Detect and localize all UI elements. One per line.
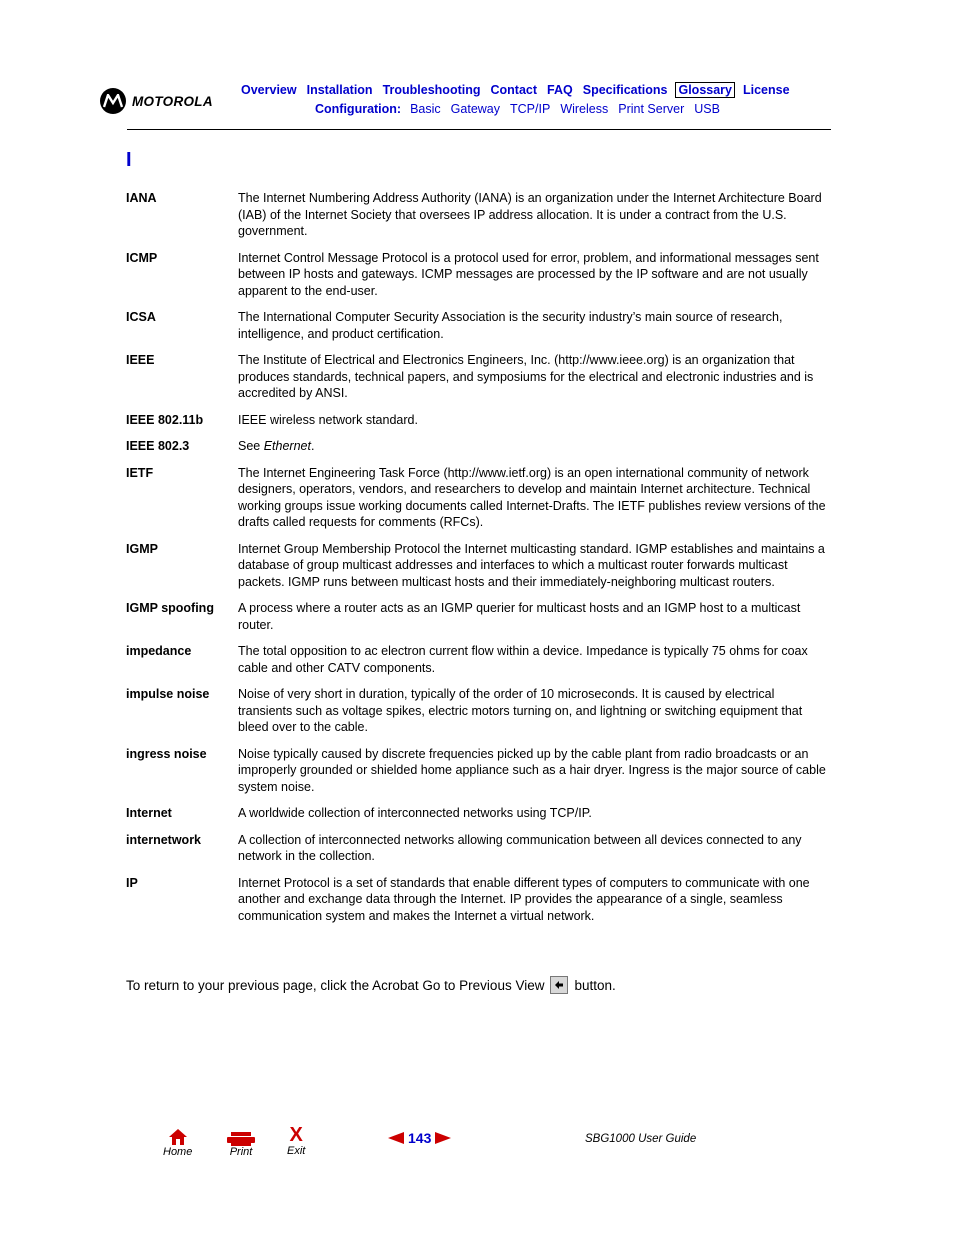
- glossary-term: ICSA: [126, 310, 156, 324]
- motorola-logo-icon: [100, 88, 126, 114]
- glossary-definition: Noise typically caused by discrete frequencies picked up by the cable plant from radio broadcasts or an improperly grounded or shielded home appliance such as a hair dryer. Ingress is the major source of cable system noise.: [238, 746, 826, 794]
- glossary-definition: [238, 438, 832, 455]
- exit-label: Exit: [287, 1145, 306, 1157]
- config-link-tcp-ip[interactable]: TCP/IP: [510, 101, 551, 116]
- next-page-icon[interactable]: [435, 1132, 451, 1144]
- config-link-wireless[interactable]: Wireless: [560, 101, 609, 116]
- glossary-definition: Internet Group Membership Protocol the Internet multicasting standard. IGMP establishes and maintains a database of group multicast addresses and interfaces to which a multicast router forwards multicast packets. IGMP runs between multicast hosts and their immediately-neighboring multicast routers.: [238, 541, 825, 589]
- glossary-entry: [126, 190, 832, 240]
- glossary-term: IGMP spoofing: [126, 601, 214, 615]
- glossary-definition: The total opposition to ac electron current flow within a device. Impedance is typically 75 ohms for coax cable and other CATV components.: [238, 644, 808, 675]
- glossary-term: Internet: [126, 806, 172, 820]
- glossary-entry: [126, 643, 832, 676]
- nav-link-contact[interactable]: Contact: [490, 82, 538, 97]
- nav-link-faq[interactable]: FAQ: [547, 82, 573, 97]
- glossary-term: IEEE 802.11b: [126, 412, 204, 427]
- glossary-entry: [126, 686, 832, 736]
- home-icon: [168, 1128, 188, 1146]
- configuration-label: Configuration:: [315, 101, 402, 116]
- nav-link-overview[interactable]: Overview: [241, 82, 297, 97]
- return-instruction: [126, 976, 616, 994]
- definition-text: See: [238, 439, 264, 453]
- glossary-entry: [126, 352, 832, 402]
- glossary-entry: [126, 250, 832, 300]
- glossary-definition: A process where a router acts as an IGMP querier for multicast hosts and an IGMP host to a multicast router.: [238, 601, 801, 632]
- print-label: Print: [229, 1146, 253, 1158]
- top-navigation: [236, 80, 836, 118]
- glossary-term: IEEE: [126, 353, 155, 367]
- printer-icon: [227, 1132, 255, 1146]
- glossary-term: ICMP: [126, 250, 158, 265]
- glossary-definition: Internet Protocol is a set of standards that enable different types of computers to communicate with one another and exchange data through the Internet. IP provides the appearance of a single, seamless communication system and makes the Internet a virtual network.: [238, 875, 810, 923]
- glossary-list: [126, 190, 832, 934]
- glossary-entry: [126, 875, 832, 925]
- glossary-entry: [126, 438, 832, 455]
- glossary-entry: [126, 465, 832, 531]
- glossary-entry: [126, 309, 832, 342]
- glossary-term: ingress noise: [126, 746, 207, 761]
- page-number: 143: [408, 1130, 432, 1146]
- brand-name: MOTOROLA: [132, 93, 213, 109]
- glossary-definition: Noise of very short in duration, typically of the order of 10 microseconds. It is caused by electrical transients such as voltage spikes, electric motors turning on, and lightning or switching equipment that bleed over to the cable.: [238, 687, 803, 734]
- config-link-gateway[interactable]: Gateway: [450, 101, 501, 116]
- guide-title: SBG1000 User Guide: [585, 1133, 697, 1145]
- glossary-definition: The International Computer Security Association is the security industry’s main source of research, intelligence, and product certification.: [238, 310, 783, 341]
- glossary-term: IP: [126, 875, 138, 890]
- nav-link-license[interactable]: License: [743, 82, 790, 97]
- config-link-print-server[interactable]: Print Server: [618, 101, 685, 116]
- glossary-entry: [126, 541, 832, 591]
- glossary-term: IETF: [126, 465, 154, 480]
- glossary-term: IANA: [126, 191, 157, 205]
- glossary-term: IEEE 802.3: [126, 439, 190, 453]
- config-link-basic[interactable]: Basic: [410, 101, 441, 116]
- nav-link-installation[interactable]: Installation: [306, 82, 373, 97]
- glossary-term: impedance: [126, 644, 192, 658]
- home-label: Home: [163, 1146, 193, 1158]
- glossary-entry: [126, 832, 832, 865]
- definition-reference-link[interactable]: Ethernet: [263, 439, 311, 453]
- glossary-definition: The Internet Engineering Task Force (http://www.ietf.org) is an open international community of network designers, operators, vendors, and researchers to develop and maintain Internet architecture. Technical working groups issue working documents called Internet-Drafts. The IETF publishes review versions of the drafts called requests for comments (RFCs).: [238, 465, 826, 529]
- home-button[interactable]: [163, 1128, 192, 1158]
- config-link-usb[interactable]: USB: [694, 101, 720, 116]
- main-nav-row: [236, 80, 836, 99]
- glossary-term: impulse noise: [126, 687, 210, 701]
- exit-button[interactable]: [287, 1125, 305, 1157]
- section-letter: I: [126, 149, 132, 171]
- glossary-definition: Internet Control Message Protocol is a protocol used for error, problem, and informational messages sent between IP hosts and gateways. ICMP messages are processed by the IP software and are not usually apparent to the end-user.: [238, 250, 819, 298]
- glossary-entry: [126, 746, 832, 796]
- glossary-definition: A worldwide collection of interconnected networks using TCP/IP.: [238, 806, 592, 820]
- header-divider: [127, 129, 831, 130]
- return-instruction-tail: button.: [574, 977, 616, 993]
- glossary-entry: [126, 412, 832, 429]
- glossary-term: internetwork: [126, 832, 202, 847]
- print-button[interactable]: [227, 1132, 255, 1158]
- prev-page-icon[interactable]: [388, 1132, 404, 1144]
- definition-tail: .: [310, 439, 315, 453]
- return-instruction-text: To return to your previous page, click the Acrobat Go to Previous View: [126, 977, 545, 993]
- exit-icon: X: [289, 1124, 303, 1146]
- glossary-entry: [126, 805, 832, 822]
- glossary-definition: The Institute of Electrical and Electronics Engineers, Inc. (http://www.ieee.org) is an organization that produces standards, technical papers, and symposiums for the electrical and electronic industries and is accredited by ANSI.: [238, 353, 814, 400]
- glossary-term: IGMP: [126, 541, 158, 556]
- motorola-logo: [100, 88, 213, 114]
- page-navigator: [388, 1130, 451, 1146]
- glossary-definition: A collection of interconnected networks allowing communication between all devices connected to any network in the collection.: [238, 832, 802, 863]
- config-nav-row: [315, 99, 836, 118]
- glossary-definition: IEEE wireless network standard.: [238, 412, 418, 427]
- glossary-definition: The Internet Numbering Address Authority (IANA) is an organization under the Internet Architecture Board (IAB) of the Internet Society that oversees IP address allocation. It is under a contract from the U.S. government.: [238, 191, 822, 238]
- nav-link-specifications[interactable]: Specifications: [582, 82, 668, 97]
- nav-link-glossary[interactable]: Glossary: [675, 82, 735, 98]
- nav-link-troubleshooting[interactable]: Troubleshooting: [382, 82, 481, 97]
- back-arrow-icon[interactable]: [550, 976, 568, 994]
- glossary-entry: [126, 600, 832, 633]
